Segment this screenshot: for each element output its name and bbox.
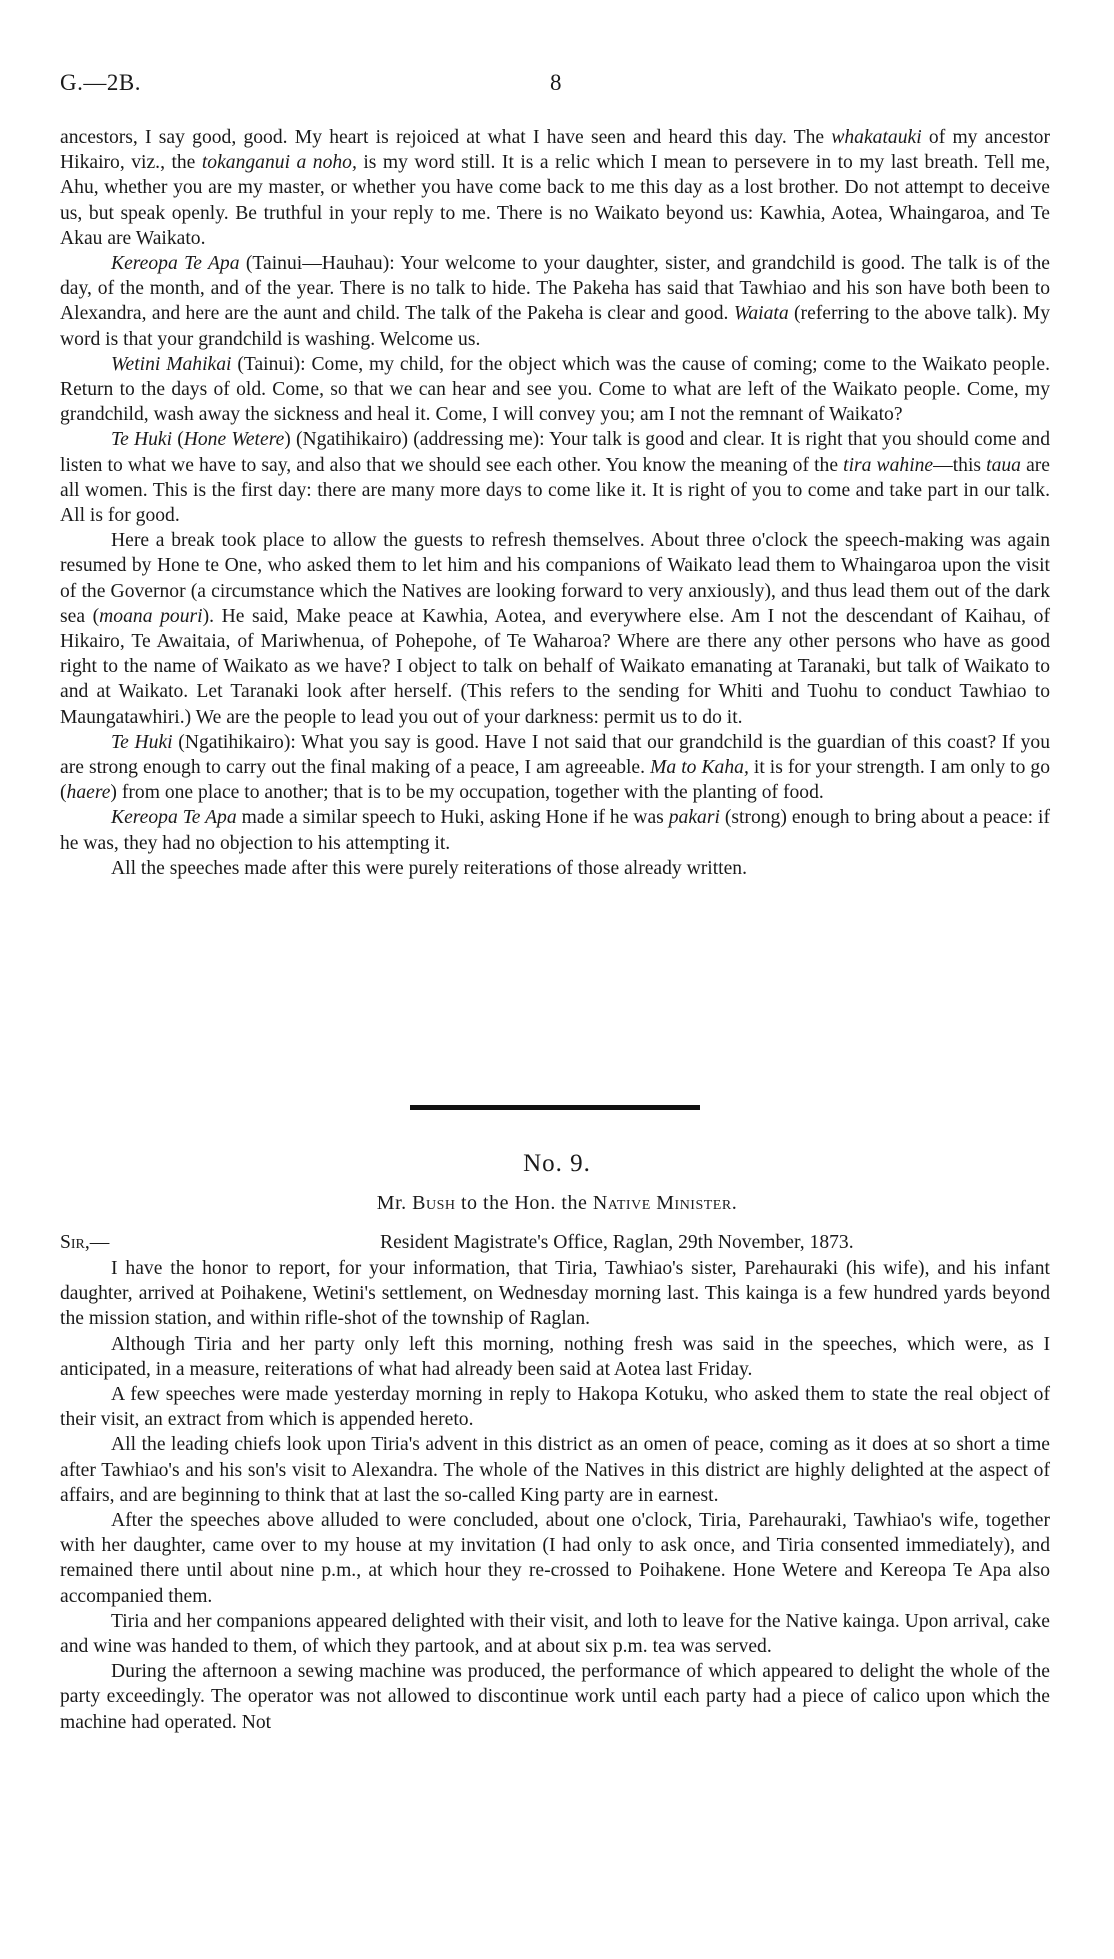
letter-paragraph: During the afternoon a sewing machine was produced, the performance of which appeared to delight the whole of the party exceedingly. The operator was not allowed to discontinue work until each party had a piece of calico upon which the machine had operated. Not: [60, 1661, 1050, 1733]
text-run: ) (Ngatihikairo) (addressing me): Your talk is good and clear. It is right that you should come and listen to what we have to say, and also that we should see each other. You know the meaning of the: [60, 429, 1050, 476]
salutation: Sir,—: [60, 1232, 110, 1253]
italic-text-run: tira wahine: [843, 454, 934, 476]
letter-paragraph: After the speeches above alluded to were concluded, about one o'clock, Tiria, Parehauraki, Tawhiao's wife, together with her daughter, came over to my house at my invitation (I had only to ask once, and Tiria consented immediately), and remained there until about nine p.m., at which hour they re-crossed to Poihakene. Hone Wetere and Kereopa Te Apa also accompanied them.: [60, 1510, 1050, 1607]
body-paragraph: [60, 427, 1050, 528]
body-paragraph: [60, 125, 1050, 251]
text-run: Native Minister: [592, 1192, 732, 1214]
text-run: Mr.: [376, 1192, 413, 1214]
italic-text-run: Te Huki: [111, 429, 173, 451]
letter-paragraph: Tiria and her companions appeared delighted with their visit, and loth to leave for the Native kainga. Upon arrival, cake and wine was handed to them, of which they partook, and at about six p.m. tea was served.: [60, 1610, 1050, 1658]
italic-text-run: Wetini Mahikai: [111, 353, 232, 375]
text-run: (Tainui): Come, my child, for the object which was the cause of coming; come to the Waikato people. Return to the days of old. Come, so that we can hear and see you. Come to what are left of the Waikato people. Come, my grandchild, wash away the sickness and heal it. Come, I will convey you; am I not the remnant of Waikato?: [60, 353, 1050, 426]
body-paragraph: [60, 528, 1050, 730]
text-run: (strong) enough to bring about a peace: if he was, they had no objection to his attempting it.: [60, 807, 1050, 854]
letter-title: [0, 1192, 1114, 1215]
text-run: (Ngatihikairo): What you say is good. Have I not said that our grandchild is the guardian of this coast? If you are strong enough to carry out the final making of a peace, I am agreeable.: [60, 731, 1050, 779]
letter-paragraph: I have the honor to report, for your information, that Tiria, Tawhiao's sister, Parehauraki (his wife), and his infant daughter, arrived at Poihakene, Wetini's settlement, on Wednesday morning last. This kainga is a few hundred yards beyond the mission station, and within rifle-shot of the township of Raglan.: [60, 1258, 1050, 1330]
letter-body: [60, 1230, 1050, 1735]
page-header: [60, 70, 1050, 106]
text-run: ancestors, I say good, good. My heart is rejoiced at what I have seen and heard this day. The: [60, 127, 832, 148]
text-run: (referring to the above talk). My word is that your grandchild is washing. Welcome us.: [60, 303, 1050, 350]
letter-address-date: Resident Magistrate's Office, Raglan, 29th November, 1873.: [380, 1232, 854, 1253]
text-run: is my word still. It is a relic which I mean to persevere in to my last breath. Tell me, Ahu, whether you are my master, or whether you have come back to me this day as a lost brother. Do not attempt to deceive us, but speak openly. Be truthful in your reply to me. There is no Waikato beyond us: Kawhia, Aotea, Whaingaroa, and Te Akau are Waikato.: [60, 152, 1050, 249]
text-run: Here a break took place to allow the guests to refresh themselves. About three o'clock the speech-making was again resumed by Hone te One, who asked them to let him and his companions of Waikato lead them to Whaingaroa upon the visit of the Governor (a circumstance which the Natives are looking forward to very anxiously), and thus lead them out of the dark sea (: [60, 530, 1050, 627]
text-run: —this: [933, 454, 987, 476]
text-run: All the speeches made after this were purely reiterations of those already written.: [111, 857, 748, 879]
section-divider: [410, 1105, 700, 1110]
text-run: to the Hon. the: [455, 1192, 593, 1214]
text-run: .: [731, 1192, 738, 1214]
body-paragraph: [60, 730, 1050, 806]
italic-text-run: Kereopa Te Apa: [111, 253, 240, 275]
italic-text-run: moana pouri: [99, 605, 203, 627]
text-run: ). He said, Make peace at Kawhia, Aotea, and everywhere else. Am I not the descendant of Kaihau, of Hikairo, Te Awaitaia, of Mariwhenua, of Pohepohe, of Te Waharoa? Where are there any other persons who have as good right to the name of Waikato as we have? I object to talk on behalf of Waikato emanating at Taranaki, but talk of Waikato to and at Waikato. Let Taranaki look after herself. (This refers to the sending for Whiti and Tuohu to conduct Tawhiao to Maungatawhiri.) We are the people to lead you out of your darkness: permit us to do it.: [60, 605, 1050, 728]
italic-text-run: Te Huki: [111, 731, 173, 753]
section-heading: No. 9.: [523, 1150, 591, 1177]
italic-text-run: Kereopa Te Apa: [111, 807, 237, 829]
italic-text-run: taua: [986, 454, 1021, 476]
text-run: made a similar speech to Huki, asking Hone if he was: [236, 807, 669, 829]
body-paragraph: [60, 251, 1050, 352]
letter-paragraphs: [60, 1256, 1050, 1735]
italic-text-run: haere: [66, 782, 111, 804]
document-reference: G.—2B.: [60, 70, 141, 95]
italic-text-run: Ma to Kaha,: [650, 757, 749, 779]
text-run: (: [172, 429, 184, 451]
italic-text-run: Hone Wetere: [183, 429, 285, 451]
text-run: are all women. This is the first day: there are many more days to come like it. It is right of you to come and take part in our talk. All is for good.: [60, 454, 1050, 527]
text-run: ) from one place to another; that is to be my occupation, together with the planting of food.: [110, 782, 824, 804]
text-run: Bush: [412, 1192, 456, 1214]
letter-paragraph: A few speeches were made yesterday morning in reply to Hakopa Kotuku, who asked them to state the real object of their visit, an extract from which is appended hereto.: [60, 1384, 1050, 1431]
continued-speeches: [60, 125, 1050, 881]
body-paragraph: [60, 352, 1050, 428]
italic-text-run: Waiata: [733, 303, 789, 325]
italic-text-run: pakari: [668, 807, 720, 829]
letter-paragraph: All the leading chiefs look upon Tiria's advent in this district as an omen of peace, coming as it does at so short a time after Tawhiao's and his son's visit to Alexandra. The whole of the Natives in this district are highly delighted at the aspect of affairs, and are beginning to think that at last the so-called King party are in earnest.: [60, 1434, 1050, 1506]
body-paragraph: [60, 805, 1050, 855]
text-run: (Tainui—Hauhau): Your welcome to your daughter, sister, and grandchild is good. The talk is of the day, of the month, and of the year. There is no talk to hide. The Pakeha has said that Tawhiao and his son have both been to Alexandra, and here are the aunt and child. The talk of the Pakeha is clear and good.: [60, 253, 1050, 325]
italic-text-run: tokanganui a noho,: [201, 152, 357, 174]
salutation-line: [60, 1230, 1050, 1256]
body-paragraph: [60, 856, 1050, 881]
italic-text-run: whakatauki: [831, 127, 922, 148]
text-run: it is for your strength. I am only to go (: [60, 757, 1051, 804]
text-run: of my ancestor Hikairo, viz., the: [60, 127, 1050, 174]
letter-paragraph: Although Tiria and her party only left this morning, nothing fresh was said in the speeches, which were, as I anticipated, in a measure, reiterations of what had already been said at Aotea last Friday.: [60, 1333, 1050, 1380]
page-number: 8: [550, 70, 562, 95]
